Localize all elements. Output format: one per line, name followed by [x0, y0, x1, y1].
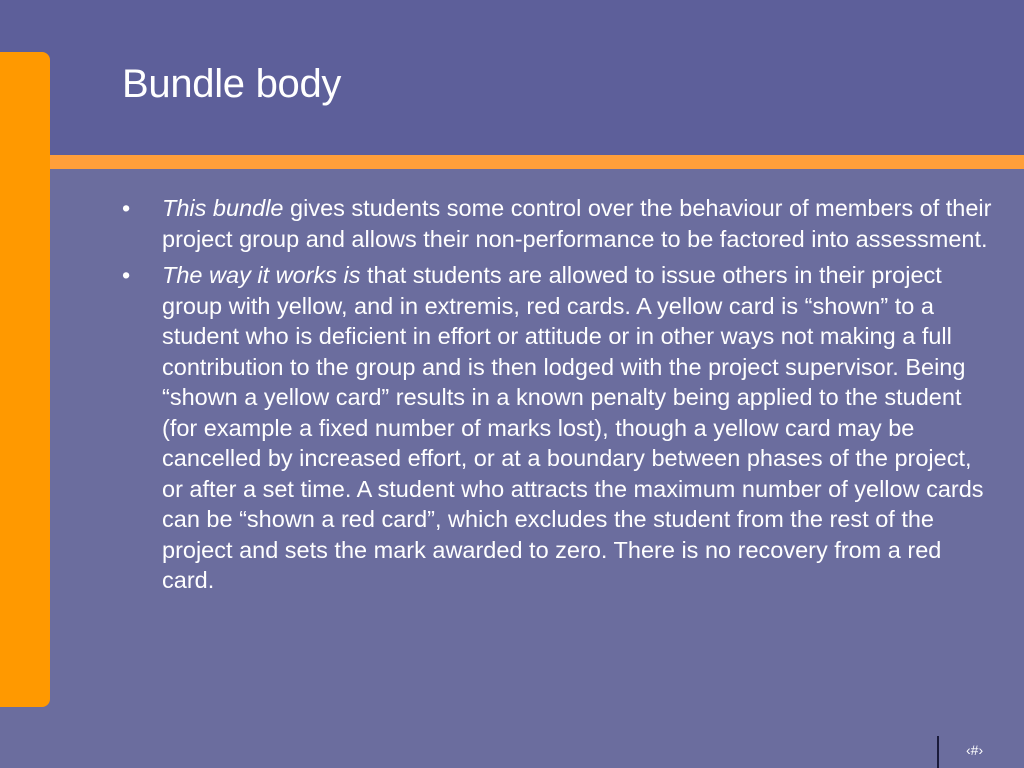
- bullet-text: that students are allowed to issue others in their project group with yellow, and in extremis, red cards. A yellow card is “shown” to a student who is deficient in effort or attitude or in other ways not making a full contribution to the group and is then lodged with the project supervisor. Being “shown a yellow card” results in a known penalty being applied to the student (for example a fixed number of marks lost), though a yellow card may be cancelled by increased effort, or at a boundary between phases of the project, or after a set time. A student who attracts the maximum number of yellow cards can be “shown a red card”, which excludes the student from the rest of the project and sets the mark awarded to zero. There is no recovery from a red card.: [162, 262, 984, 593]
- bullet-list: [118, 193, 998, 602]
- slide-title: Bundle body: [122, 62, 342, 106]
- bullet-lead: This bundle: [162, 195, 284, 221]
- bullet-lead: The way it works is: [162, 262, 361, 288]
- bullet-item: [118, 193, 998, 254]
- header-divider-bar: [50, 155, 1024, 169]
- bullet-text: gives students some control over the behaviour of members of their project group and allows their non-performance to be factored into assessment.: [162, 195, 992, 252]
- bullet-marker: •: [122, 262, 131, 288]
- left-accent-bar: [0, 52, 50, 707]
- page-number: ‹#›: [966, 742, 984, 758]
- bullet-item: [118, 260, 998, 596]
- bullet-marker: •: [122, 195, 131, 221]
- footer-divider: [937, 736, 939, 768]
